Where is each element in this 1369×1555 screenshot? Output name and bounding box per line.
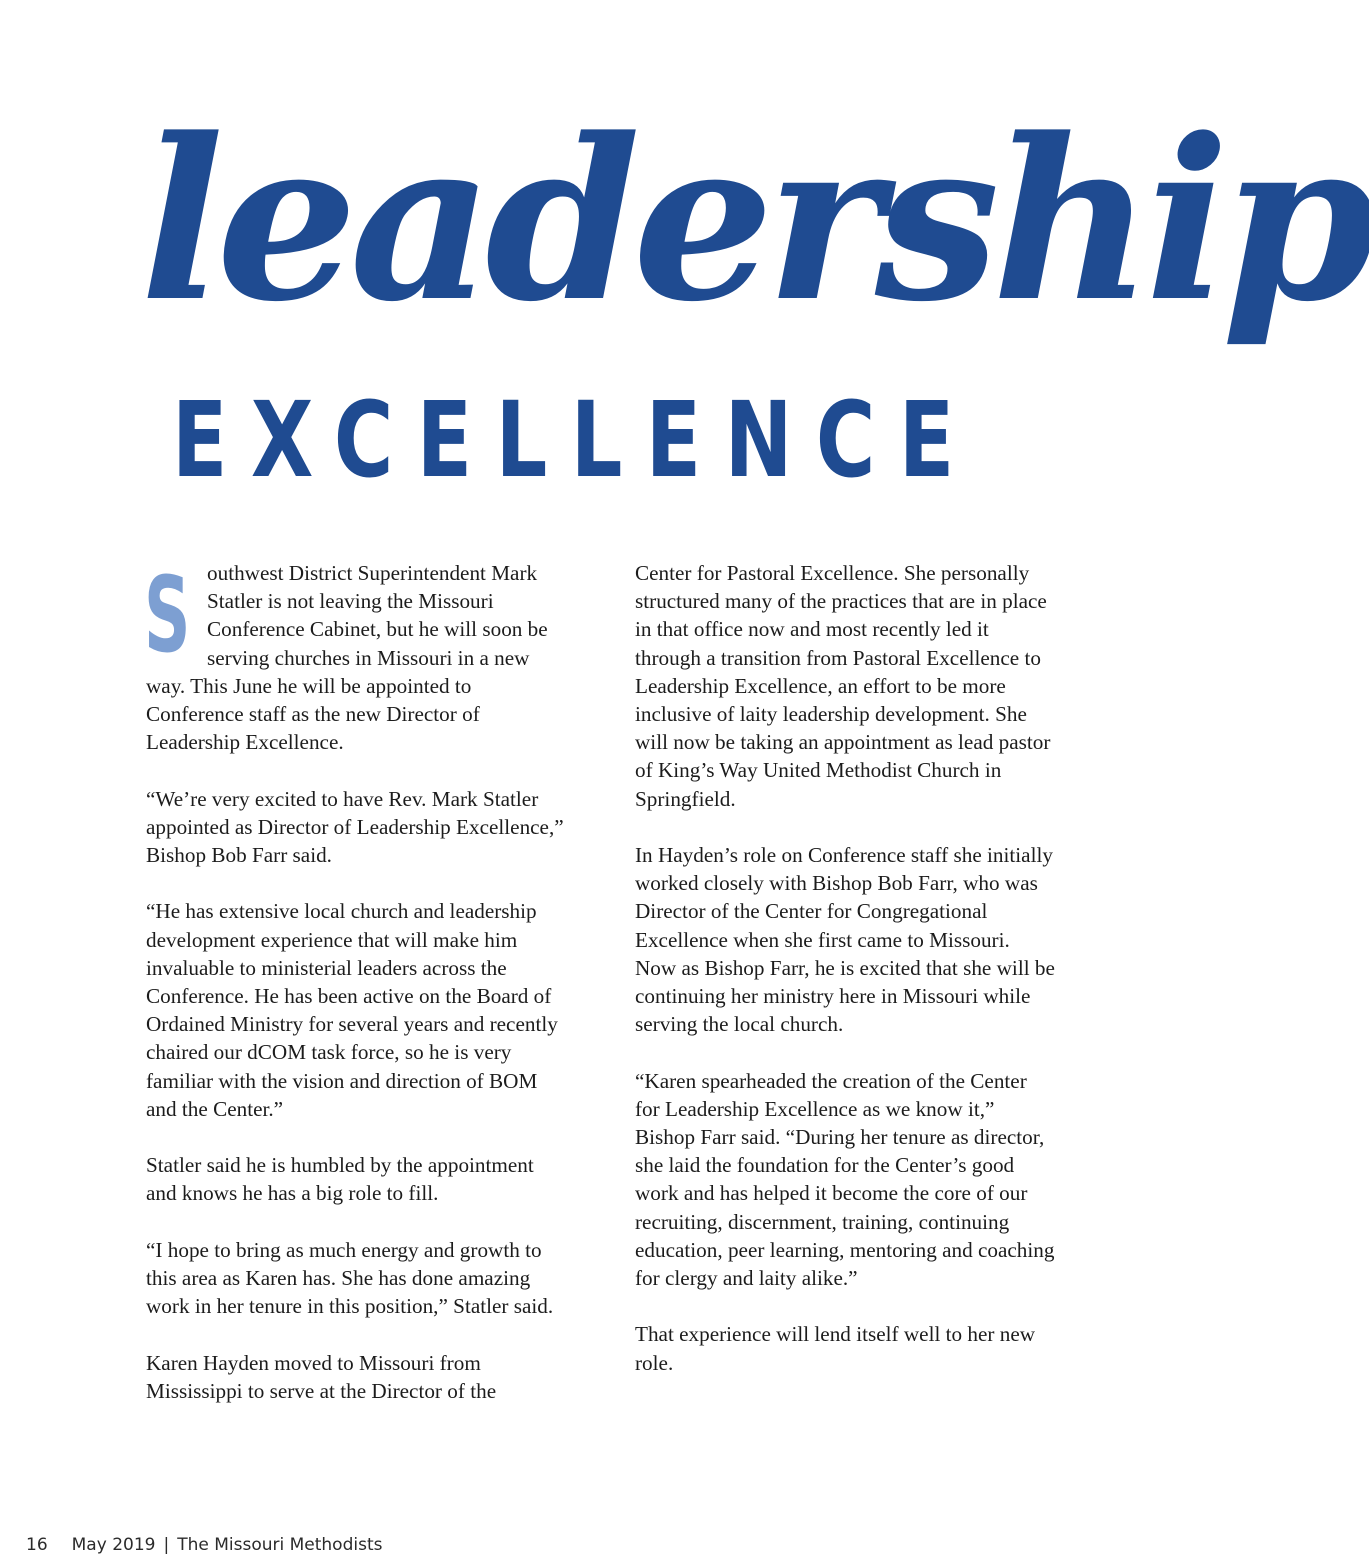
headline-script-word: leadership	[140, 91, 1369, 351]
article-paragraph: Karen Hayden moved to Missouri from Mississippi to serve at the Director of the	[146, 1350, 497, 1403]
footer-separator: |	[163, 1535, 170, 1555]
article-paragraph	[144, 554, 566, 756]
article-column-right	[635, 559, 1055, 1405]
first-paragraph-text: outhwest District Superintendent Mark Statler is not leaving the Missouri Conference Cabinet, but he will soon be serving churches in Missouri in a new way. This June he will be appointed to Conference staff as the new Director of Leadership Excellence.	[146, 561, 548, 755]
page-number: 16	[26, 1535, 48, 1555]
publication-name: The Missouri Methodists	[177, 1535, 383, 1555]
drop-cap: S	[144, 554, 191, 676]
article-paragraph: “He has extensive local church and leadership development experience that will make him invaluable to ministerial leaders across the Conference. He has been active on the Board of Ordained Ministry for several years and recently chaired our dCOM task force, so he is very familiar with the vision and direction of BOM and the Center.”	[146, 899, 558, 1121]
page-footer	[26, 1535, 382, 1555]
article-paragraph: That experience will lend itself well to her new role.	[635, 1322, 1036, 1375]
issue-date: May 2019	[71, 1535, 156, 1555]
article-paragraph: Center for Pastoral Excellence. She personally structured many of the practices that are in place in that office now and most recently led it through a transition from Pastoral Excellence to Leadership Excellence, an effort to be more inclusive of laity leadership development. She will now be taking an appointment as lead pastor of King’s Way United Methodist Church in Springfield.	[635, 561, 1051, 811]
article-paragraph: “We’re very excited to have Rev. Mark Statler appointed as Director of Leadership Excellence,” Bishop Bob Farr said.	[146, 786, 564, 868]
article-paragraph: “Karen spearheaded the creation of the Center for Leadership Excellence as we know it,” Bishop Farr said. “During her tenure as director, she laid the foundation for the Center’s good work and has helped it become the core of our recruiting, discernment, training, continuing education, peer learning, mentoring and coaching for clergy and laity alike.”	[635, 1068, 1055, 1291]
headline	[0, 0, 1369, 520]
article-paragraph: “I hope to bring as much energy and growth to this area as Karen has. She has done amazing work in her tenure in this position,” Statler said.	[146, 1237, 554, 1319]
headline-caps-word: EXCELLENCE	[172, 379, 978, 501]
article-paragraph: In Hayden’s role on Conference staff she initially worked closely with Bishop Bob Farr, who was Director of the Center for Congregational Excellence when she first came to Missouri. Now as Bishop Farr, he is excited that she will be continuing her ministry here in Missouri while serving the local church.	[635, 843, 1055, 1037]
article-column-left	[144, 554, 566, 1433]
article-paragraph: Statler said he is humbled by the appointment and knows he has a big role to fill.	[146, 1153, 534, 1206]
